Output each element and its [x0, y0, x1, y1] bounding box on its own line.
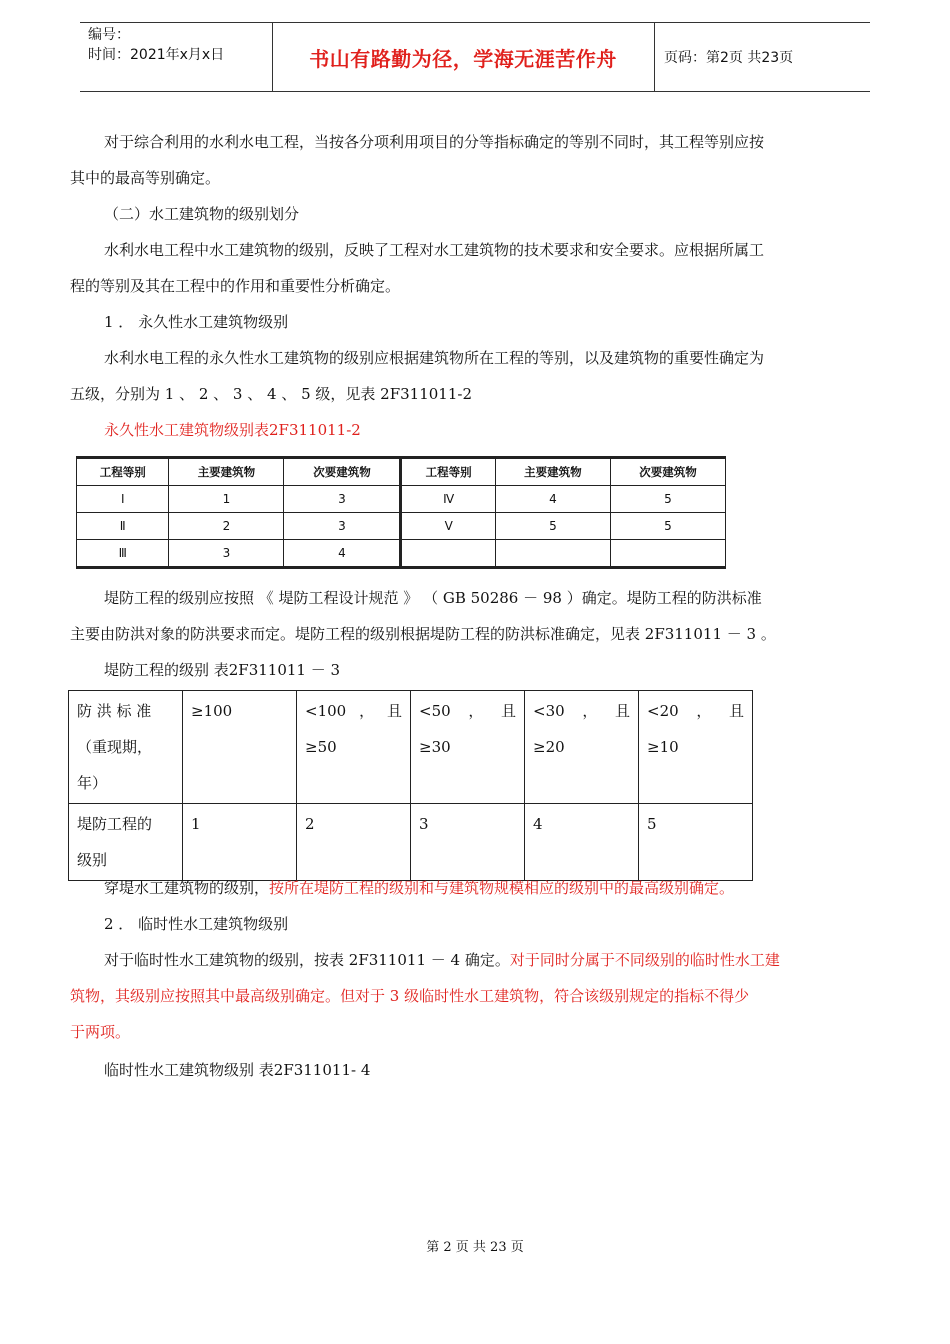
cell-line: ≥20	[533, 738, 565, 756]
table-header: 主要建筑物	[169, 458, 284, 486]
cell-line: ≥30	[419, 738, 451, 756]
label-line: 堤防工程的	[77, 815, 153, 833]
table-cell: 5	[610, 486, 725, 513]
table-row-label	[69, 691, 183, 804]
cell-text: <50	[419, 702, 451, 720]
document-header	[80, 22, 870, 92]
table-cell: Ⅰ	[77, 486, 169, 513]
permanent-building-level-table	[76, 456, 726, 569]
table-cell	[525, 691, 639, 804]
cell-line: ≥50	[305, 738, 337, 756]
header-page-info: 页码：第2页 共23页	[664, 50, 794, 66]
highlighted-text: 于两项。	[70, 1023, 131, 1041]
table-cell	[411, 691, 525, 804]
table-cell	[495, 540, 610, 568]
paragraph-text: 对于临时性水工建筑物的级别，按表 2F311011 － 4 确定。	[104, 951, 510, 969]
table-cell: 4	[525, 804, 639, 881]
highlighted-text: 按所在堤防工程的级别和与建筑物规模相应的级别中的最高级别确定。	[269, 879, 735, 897]
highlighted-text: 筑物，其级别应按照其中最高级别确定。但对于 3 级临时性水工建筑物，符合该级别规定的指标不得少	[70, 987, 750, 1005]
levee-level-table	[68, 690, 753, 881]
cell-text: ，	[468, 702, 484, 720]
subsection-heading: 1 ． 永久性水工建筑物级别	[104, 313, 289, 331]
table-cell: Ⅲ	[77, 540, 169, 568]
table-header-row	[77, 458, 726, 486]
table-cell: Ⅱ	[77, 513, 169, 540]
cell-text: <30	[533, 702, 565, 720]
paragraph	[70, 870, 916, 906]
table-cell: 5	[639, 804, 753, 881]
table-header: 主要建筑物	[495, 458, 610, 486]
cell-text: 且	[500, 702, 516, 720]
header-meta	[88, 25, 288, 65]
paragraph: 水利水电工程的永久性水工建筑物的级别应根据建筑物所在工程的等别，以及建筑物的重要性确定为	[104, 349, 765, 367]
subsection-heading: 2 ． 临时性水工建筑物级别	[104, 915, 289, 933]
cell-line: ≥10	[647, 738, 679, 756]
number-label: 编号：	[88, 27, 130, 43]
paragraph-text: 穿堤水工建筑物的级别，	[104, 879, 270, 897]
table-cell: 4	[284, 540, 401, 568]
table-cell	[639, 691, 753, 804]
header-divider	[654, 23, 655, 91]
table-cell: 5	[610, 513, 725, 540]
cell-line: ≥100	[191, 702, 233, 720]
paragraph: 程的等别及其在工程中的作用和重要性分析确定。	[70, 277, 401, 295]
cell-text: <20	[647, 702, 679, 720]
section-heading: （二）水工建筑物的级别划分	[104, 205, 300, 223]
table-title: 堤防工程的级别 表2F311011 － 3	[104, 661, 341, 679]
cell-text: <100	[305, 702, 347, 720]
table-cell: 2	[297, 804, 411, 881]
cell-line	[419, 693, 516, 729]
table-cell	[183, 691, 297, 804]
paragraph: 水利水电工程中水工建筑物的级别，反映了工程对水工建筑物的技术要求和安全要求。应根据所属工	[104, 241, 765, 259]
table-header: 工程等别	[77, 458, 169, 486]
table-cell: 1	[169, 486, 284, 513]
table-cell	[401, 540, 495, 568]
table-cell: 1	[183, 804, 297, 881]
cell-text: 且	[614, 702, 630, 720]
cell-line	[305, 693, 402, 729]
table-title: 永久性水工建筑物级别表2F311011-2	[104, 421, 361, 439]
table-title: 临时性水工建筑物级别 表2F311011- 4	[104, 1061, 371, 1079]
paragraph: 堤防工程的级别应按照 《 堤防工程设计规范 》 （ GB 50286 － 98 ）确定。堤防工程的防洪标准	[104, 589, 762, 607]
header-motto: 书山有路勤为径，学海无涯苦作舟	[309, 47, 617, 71]
table-cell: 5	[495, 513, 610, 540]
table-row	[77, 540, 726, 568]
table-cell: Ⅴ	[401, 513, 495, 540]
table-cell: 3	[411, 804, 525, 881]
table-cell: Ⅳ	[401, 486, 495, 513]
table-cell: 4	[495, 486, 610, 513]
paragraph: 主要由防洪对象的防洪要求而定。堤防工程的级别根据堤防工程的防洪标准确定，见表 2F311011 － 3 。	[70, 625, 776, 643]
paragraph: 五级，分别为 1 、 2 、 3 、 4 、 5 级，见表 2F311011-2	[70, 385, 472, 403]
table-header: 次要建筑物	[284, 458, 401, 486]
table-cell: 3	[284, 513, 401, 540]
table-row-label	[69, 804, 183, 881]
table-row	[77, 486, 726, 513]
cell-text: ，	[359, 702, 375, 720]
cell-text: 且	[386, 702, 402, 720]
page-footer: 第 2 页 共 23 页	[426, 1240, 524, 1255]
cell-text: ，	[582, 702, 598, 720]
table-row	[69, 804, 753, 881]
paragraph: 对于综合利用的水利水电工程，当按各分项利用项目的分等指标确定的等别不同时，其工程等别应按	[104, 133, 765, 151]
label-line: 防 洪 标 准	[77, 702, 152, 720]
highlighted-text: 对于同时分属于不同级别的临时性水工建	[509, 951, 780, 969]
paragraph: 其中的最高等别确定。	[70, 169, 221, 187]
table-row	[77, 513, 726, 540]
table-cell: 3	[284, 486, 401, 513]
cell-text: 且	[728, 702, 744, 720]
table-cell: 3	[169, 540, 284, 568]
table-header: 次要建筑物	[610, 458, 725, 486]
cell-line	[647, 693, 744, 729]
time-label: 时间：2021年x月x日	[88, 47, 225, 63]
table-header: 工程等别	[401, 458, 495, 486]
cell-line	[533, 693, 630, 729]
cell-text: ，	[696, 702, 712, 720]
label-line: （重现期，	[77, 738, 153, 756]
label-line: 级别	[77, 851, 108, 869]
table-cell	[610, 540, 725, 568]
table-cell: 2	[169, 513, 284, 540]
table-row	[69, 691, 753, 804]
paragraph	[70, 942, 916, 978]
table-cell	[297, 691, 411, 804]
label-line: 年）	[77, 774, 108, 792]
